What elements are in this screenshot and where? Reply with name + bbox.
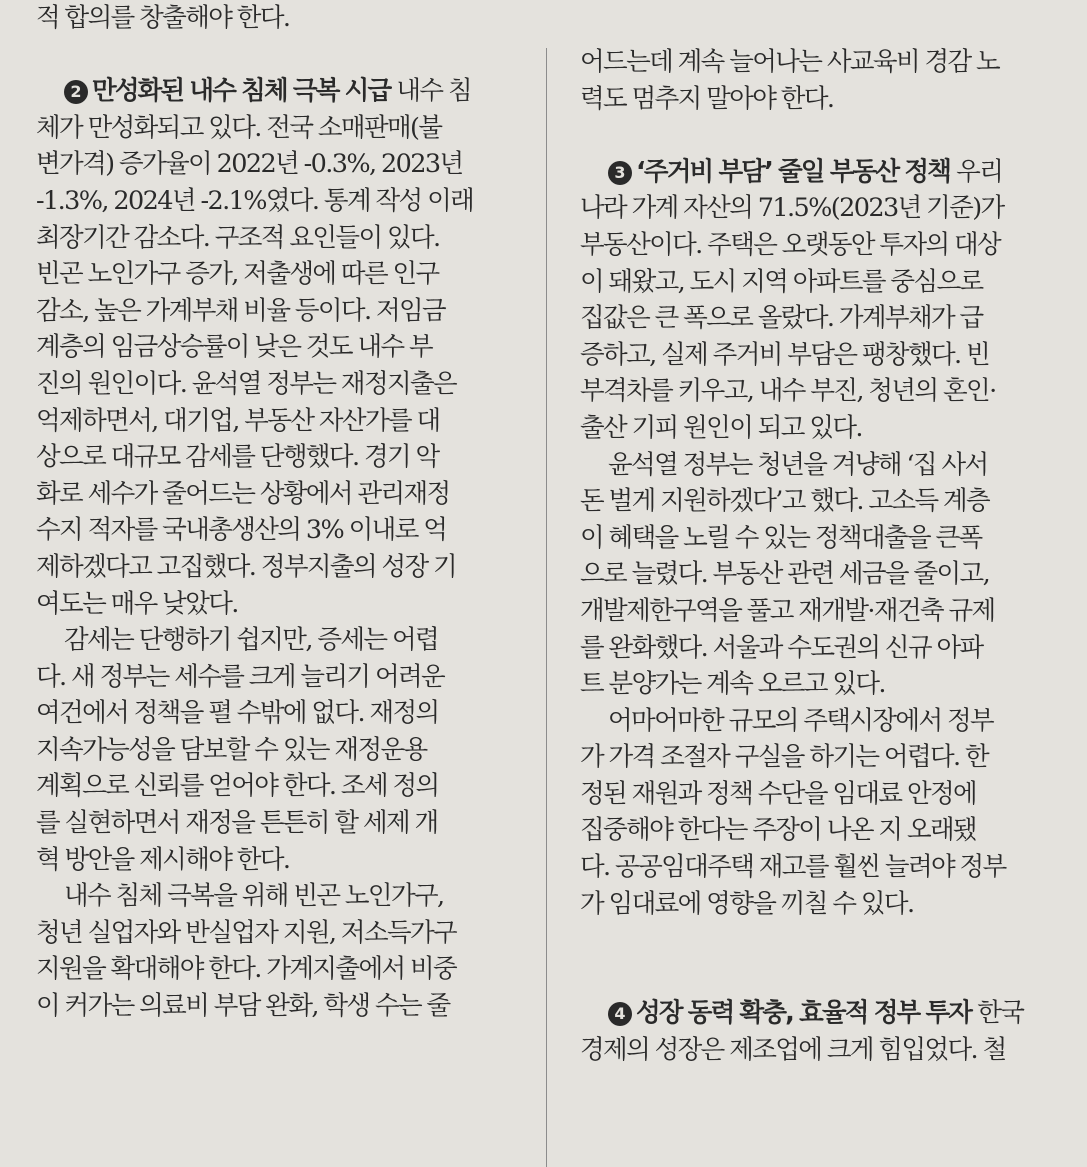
section-2 [36, 73, 516, 622]
text-line: 빈곤 노인가구 증가, 저출생에 따른 인구 [36, 259, 439, 290]
text-line: 으로 늘렸다. 부동산 관련 세금을 줄이고, [580, 559, 990, 590]
text-line: 이 혜택을 노릴 수 있는 정책대출을 큰폭 [580, 522, 982, 553]
section-heading: 성장 동력 확충, 효율적 정부 투자 [636, 998, 972, 1029]
text-line: 계획으로 신뢰를 얻어야 한다. 조세 정의 [36, 771, 439, 802]
left-column [36, 0, 516, 1025]
text-line: 화로 세수가 줄어드는 상황에서 관리재정 [36, 478, 450, 509]
text-line: 지속가능성을 담보할 수 있는 재정운용 [36, 734, 427, 765]
text-line: 우리 [956, 156, 1003, 187]
section-heading: ‘주거비 부담’ 줄일 부동산 정책 [636, 156, 951, 187]
text-line: 상으로 대규모 감세를 단행했다. 경기 악 [36, 442, 439, 473]
spacer [580, 117, 1058, 154]
section-3 [580, 154, 1058, 447]
paragraph [580, 447, 1058, 703]
text-line: 여도는 매우 낮았다. [36, 588, 238, 619]
text-line: 를 완화했다. 서울과 수도권의 신규 아파 [580, 632, 983, 663]
text-line: 가 가격 조절자 구실을 하기는 어렵다. 한 [580, 742, 989, 773]
text-line: 진의 원인이다. 윤석열 정부는 재정지출은 [36, 368, 457, 399]
paragraph [580, 703, 1058, 923]
text-line: 돈 벌게 지원하겠다’고 했다. 고소득 계층 [580, 486, 990, 517]
section-heading-line [580, 995, 1058, 1032]
text-line: 부격차를 키우고, 내수 부진, 청년의 혼인· [580, 376, 996, 407]
text-line: 내수 침체 극복을 위해 빈곤 노인가구, [64, 881, 444, 912]
text-line: 정된 재원과 정책 수단을 임대료 안정에 [580, 778, 977, 809]
text-line: 감세는 단행하기 쉽지만, 증세는 어렵 [64, 625, 439, 656]
text-line: 혁 방안을 제시해야 한다. [36, 844, 290, 875]
text-line: 어마어마한 규모의 주택시장에서 정부 [608, 705, 994, 736]
column-divider [546, 48, 547, 1167]
section-4 [580, 995, 1058, 1068]
section-number-badge: 4 [608, 1002, 632, 1026]
text-line: 변가격) 증가율이 2022년 -0.3%, 2023년 [36, 149, 463, 180]
text-line: 최장기간 감소다. 구조적 요인들이 있다. [36, 222, 440, 253]
text-line: 지원을 확대해야 한다. 가계지출에서 비중 [36, 954, 457, 985]
text-line: 윤석열 정부는 청년을 겨냥해 ‘집 사서 [608, 449, 988, 480]
text-line: 적 합의를 창출해야 한다. [36, 3, 290, 33]
text-line: 수지 적자를 국내총생산의 3% 이내로 억 [36, 515, 447, 546]
text-line: 억제하면서, 대기업, 부동산 자산가를 대 [36, 405, 440, 436]
text-line: 를 실현하면서 재정을 튼튼히 할 세제 개 [36, 808, 438, 839]
spacer [580, 922, 1058, 959]
text-line: 내수 침 [396, 76, 471, 107]
section-heading: 만성화된 내수 침체 극복 시급 [92, 76, 391, 107]
text-line: 집중해야 한다는 주장이 나온 지 오래됐 [580, 815, 977, 846]
text-line: 어드는데 계속 늘어나는 사교육비 경감 노 [580, 47, 1000, 77]
text-line: -1.3%, 2024년 -2.1%였다. 통계 작성 이래 [36, 185, 474, 216]
section-heading-line [580, 154, 1058, 191]
text-line: 증하고, 실제 주거비 부담은 팽창했다. 빈 [580, 339, 990, 370]
text-line: 트 분양가는 계속 오르고 있다. [580, 669, 885, 700]
spacer [36, 37, 516, 74]
right-column [580, 44, 1058, 1069]
text-line: 개발제한구역을 풀고 재개발·재건축 규제 [580, 595, 995, 626]
section-number-badge: 2 [64, 80, 88, 104]
text-line: 여건에서 정책을 펼 수밖에 없다. 재정의 [36, 698, 439, 729]
paragraph [580, 44, 1058, 117]
text-line: 계층의 임금상승률이 낮은 것도 내수 부 [36, 332, 433, 363]
section-heading-line [36, 73, 516, 110]
text-line: 가 임대료에 영향을 끼칠 수 있다. [580, 888, 914, 919]
text-line: 한국 [977, 998, 1024, 1029]
paragraph [36, 622, 516, 878]
spacer [580, 959, 1058, 996]
text-line: 이 커가는 의료비 부담 완화, 학생 수는 줄 [36, 991, 450, 1022]
text-line: 출산 기피 원인이 되고 있다. [580, 412, 862, 443]
text-line: 이 돼왔고, 도시 지역 아파트를 중심으로 [580, 266, 983, 297]
text-line: 감소, 높은 가계부채 비율 등이다. 저임금 [36, 295, 446, 326]
text-line: 나라 가계 자산의 71.5%(2023년 기준)가 [580, 193, 1004, 224]
text-line: 다. 공공임대주택 재고를 훨씬 늘려야 정부 [580, 852, 1006, 883]
text-line: 체가 만성화되고 있다. 전국 소매판매(불 [36, 112, 442, 143]
text-line: 력도 멈추지 말아야 한다. [580, 83, 834, 114]
text-line: 집값은 큰 폭으로 올랐다. 가계부채가 급 [580, 303, 983, 334]
text-line: 경제의 성장은 제조업에 크게 힘입었다. 철 [580, 1035, 1006, 1066]
text-line: 청년 실업자와 반실업자 지원, 저소득가구 [36, 917, 457, 948]
paragraph [36, 878, 516, 1024]
paragraph [36, 0, 516, 37]
text-line: 다. 새 정부는 세수를 크게 늘리기 어려운 [36, 661, 445, 692]
text-line: 제하겠다고 고집했다. 정부지출의 성장 기 [36, 551, 457, 582]
section-number-badge: 3 [608, 161, 632, 185]
text-line: 부동산이다. 주택은 오랫동안 투자의 대상 [580, 229, 1001, 260]
